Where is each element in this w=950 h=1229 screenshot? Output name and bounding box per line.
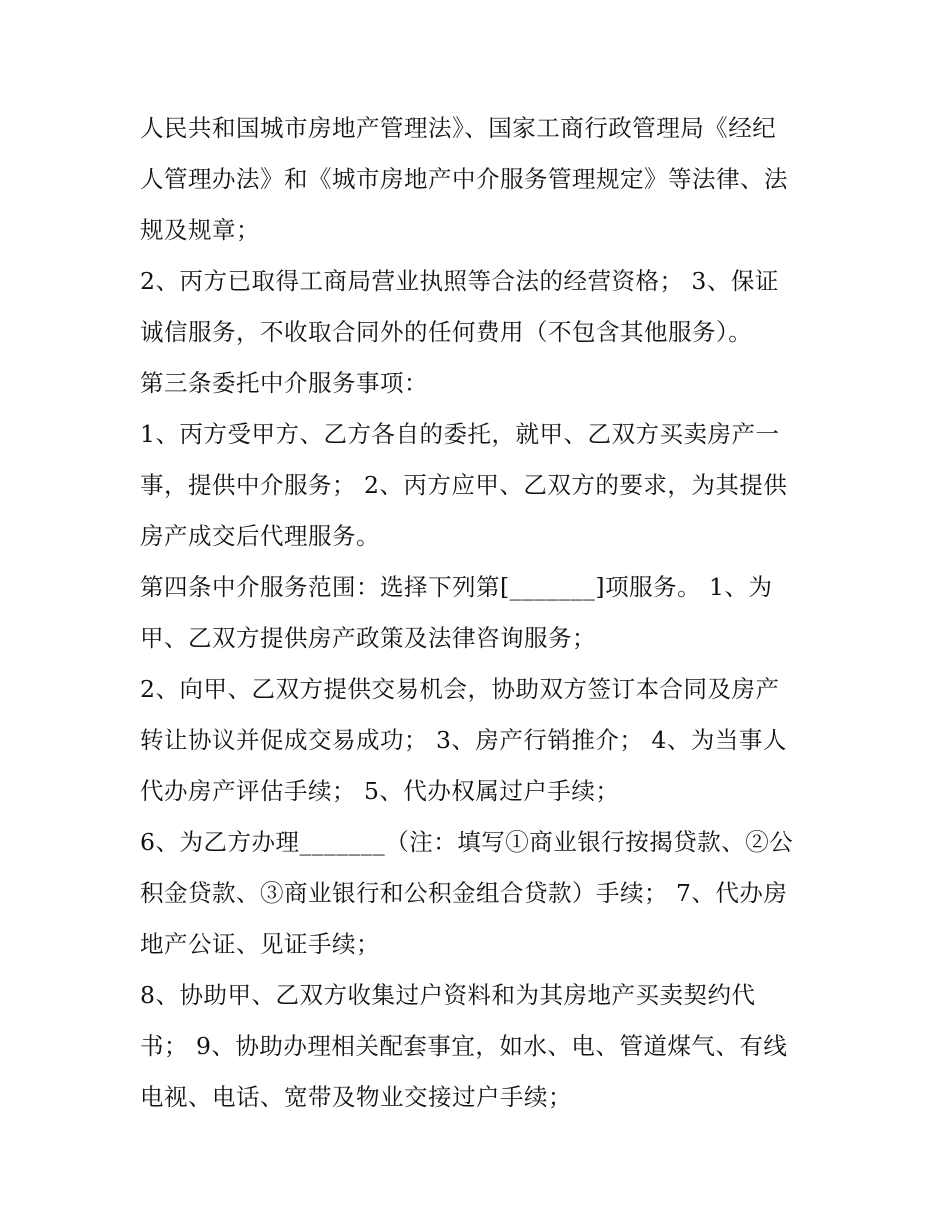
section-heading-article-4: 第四条中介服务范围：选择下列第[_______]项服务。 1、为 xyxy=(140,573,773,601)
text-line: 房产成交后代理服务。 xyxy=(140,522,380,550)
text-line: 2、丙方已取得工商局营业执照等合法的经营资格； 3、保证 xyxy=(140,267,779,295)
text-line: 积金贷款、③商业银行和公积金组合贷款）手续； 7、代办房 xyxy=(140,879,788,907)
text-line: 1、丙方受甲方、乙方各自的委托，就甲、乙双方买卖房产一 xyxy=(140,420,780,448)
text-line: 事，提供中介服务； 2、丙方应甲、乙双方的要求，为其提供 xyxy=(140,471,788,499)
section-heading-article-3: 第三条委托中介服务事项： xyxy=(140,369,428,397)
text-line: 代办房产评估手续； 5、代办权属过户手续； xyxy=(140,777,620,805)
text-line: 6、为乙方办理_______（注：填写①商业银行按揭贷款、②公 xyxy=(140,828,794,856)
text-line: 转让协议并促成交易成功； 3、房产行销推介； 4、为当事人 xyxy=(140,726,787,754)
contract-body-text xyxy=(140,103,820,1123)
text-line: 规及规章； xyxy=(140,216,260,244)
text-line: 电视、电话、宽带及物业交接过户手续； xyxy=(140,1083,572,1111)
text-line: 人管理办法》和《城市房地产中介服务管理规定》等法律、法 xyxy=(140,165,788,193)
text-line: 人民共和国城市房地产管理法》、国家工商行政管理局《经纪 xyxy=(140,114,777,142)
text-line: 书； 9、协助办理相关配套事宜，如水、电、管道煤气、有线 xyxy=(140,1032,788,1060)
text-line: 诚信服务，不收取合同外的任何费用（不包含其他服务）。 xyxy=(140,318,753,346)
text-line: 2、向甲、乙双方提供交易机会，协助双方签订本合同及房产 xyxy=(140,675,780,703)
text-line: 地产公证、见证手续； xyxy=(140,930,380,958)
text-line: 甲、乙双方提供房产政策及法律咨询服务； xyxy=(140,624,596,652)
text-line: 8、协助甲、乙双方收集过户资料和为其房地产买卖契约代 xyxy=(140,981,756,1009)
